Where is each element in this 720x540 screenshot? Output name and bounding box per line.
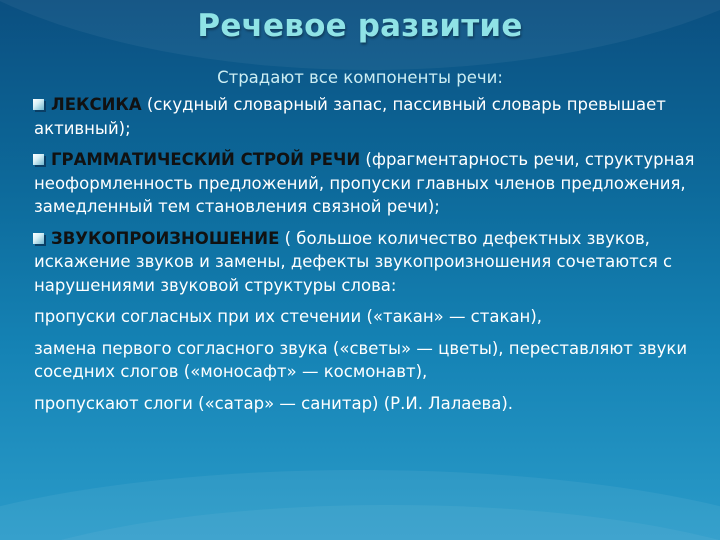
example-line-substitution: замена первого согласного звука («светы» — цветы), переставляют звуки соседних слогов («моносафт» — космонавт), <box>34 338 688 381</box>
bullet-grammar <box>34 148 706 219</box>
slide-content <box>34 93 706 423</box>
bullet-text: (скудный словарный запас, пассивный словарь превышает активный); <box>34 95 666 138</box>
bullet-text: ( большое количество дефектных звуков, искажение звуков и замены, дефекты звукопроизношения сочетаются с нарушениями звуковой структуры слова: <box>34 228 673 295</box>
bullet-lexicon <box>34 93 706 140</box>
square-bullet-icon <box>33 233 44 244</box>
slide-subtitle: Страдают все компоненты речи: <box>217 68 503 87</box>
square-bullet-icon <box>33 154 44 165</box>
bullet-term: ЛЕКСИКА <box>51 95 142 114</box>
bullet-term: ГРАММАТИЧЕСКИЙ СТРОЙ РЕЧИ <box>51 150 361 169</box>
square-bullet-icon <box>33 99 44 110</box>
slide-title: Речевое развитие <box>197 8 523 44</box>
bullet-pronunciation <box>34 227 706 298</box>
example-line-omissions: пропуски согласных при их стечении («такан» — стакан), <box>34 307 543 326</box>
example-line-syllables: пропускают слоги («сатар» — санитар) (Р.И. Лалаева). <box>34 393 514 413</box>
bullet-text: (фрагментарность речи, структурная неоформленность предложений, пропуски главных членов предложения, замедленный тем становления связной речи); <box>34 150 695 216</box>
bullet-term: ЗВУКОПРОИЗНОШЕНИЕ <box>51 228 280 248</box>
